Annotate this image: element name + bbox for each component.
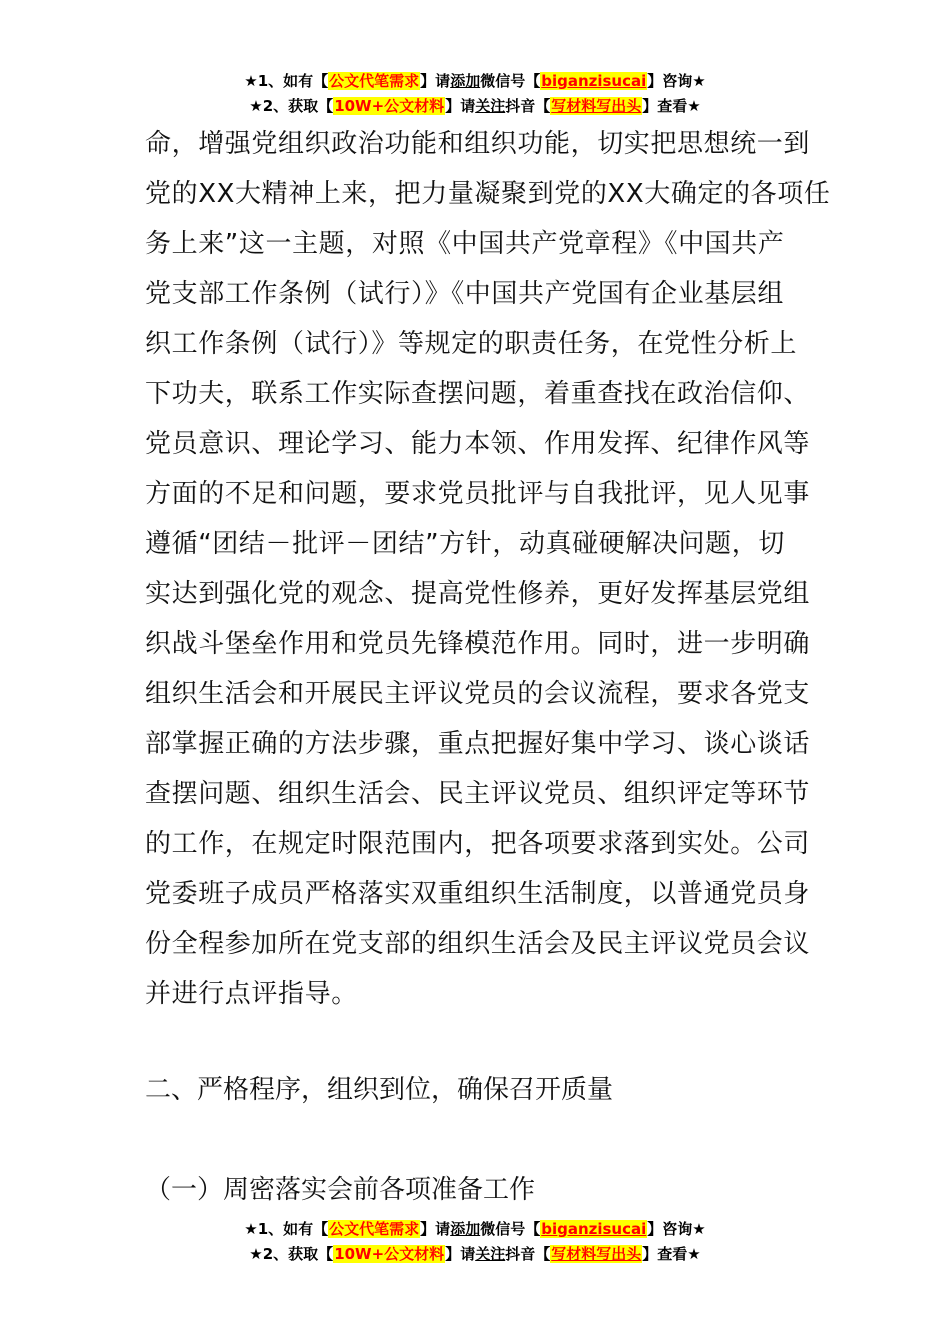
footer-banner: [0, 1217, 950, 1267]
banner-text: 微信号【: [480, 72, 541, 90]
text-line: 下功夫，联系工作实际查摆问题，着重查找在政治信仰、: [145, 379, 811, 409]
banner-line-1: [0, 1217, 950, 1242]
text-line: 织工作条例（试行）》等规定的职责任务，在党性分析上: [145, 329, 798, 359]
banner-underlined: 添加: [450, 72, 481, 90]
banner-highlight: 公文代笔需求: [329, 1220, 420, 1238]
banner-highlight: 公文代笔需求: [329, 72, 420, 90]
banner-underlined: 添加: [450, 1220, 481, 1238]
banner-text: 抖音【: [505, 97, 551, 115]
text-line: 党委班子成员严格落实双重组织生活制度，以普通党员身: [145, 879, 811, 909]
banner-text: 抖音【: [505, 1245, 551, 1263]
banner-text: 】请: [445, 97, 476, 115]
text-line: 组织生活会和开展民主评议党员的会议流程，要求各党支: [145, 679, 811, 709]
banner-text: ★2、获取【: [249, 97, 334, 115]
text-line: 遵循“团结－批评－团结”方针，动真碰硬解决问题，切: [145, 529, 785, 559]
banner-text: ★1、如有【: [244, 72, 329, 90]
text-line: 方面的不足和问题，要求党员批评与自我批评，见人见事: [145, 479, 811, 509]
text-line: 部掌握正确的方法步骤，重点把握好集中学习、谈心谈话: [145, 729, 811, 759]
banner-text: 微信号【: [480, 1220, 541, 1238]
banner-text: 】查看★: [642, 1245, 701, 1263]
banner-text: ★1、如有【: [244, 1220, 329, 1238]
text-line: 查摆问题、组织生活会、民主评议党员、组织评定等环节: [145, 779, 811, 809]
text-line: 并进行点评指导。: [145, 979, 358, 1009]
banner-text: ★2、获取【: [249, 1245, 334, 1263]
banner-highlight: 写材料写出头: [551, 97, 642, 115]
text-line: 织战斗堡垒作用和党员先锋模范作用。同时，进一步明确: [145, 629, 811, 659]
text-line: 党员意识、理论学习、能力本领、作用发挥、纪律作风等: [145, 429, 811, 459]
banner-text: 】请: [445, 1245, 476, 1263]
banner-highlight: 10W+公文材料: [334, 1245, 445, 1263]
body-paragraph: [145, 119, 831, 1019]
banner-line-1: [0, 69, 950, 94]
banner-underlined: 关注: [475, 1245, 506, 1263]
text-line: 党支部工作条例（试行）》《中国共产党国有企业基层组: [145, 279, 785, 309]
banner-highlight: 写材料写出头: [551, 1245, 642, 1263]
banner-wechat-id: biganzisucai: [541, 1220, 647, 1238]
banner-text: 】咨询★: [647, 1220, 706, 1238]
banner-underlined: 关注: [475, 97, 506, 115]
banner-text: 】咨询★: [647, 72, 706, 90]
banner-wechat-id: biganzisucai: [541, 72, 647, 90]
subsection-heading: （一）周密落实会前各项准备工作: [145, 1175, 536, 1205]
banner-text: 】请: [420, 72, 451, 90]
banner-highlight: 10W+公文材料: [334, 97, 445, 115]
text-line: 份全程参加所在党支部的组织生活会及民主评议党员会议: [145, 929, 811, 959]
banner-line-2: [0, 1242, 950, 1267]
header-banner: [0, 69, 950, 119]
text-line: 实达到强化党的观念、提高党性修养，更好发挥基层党组: [145, 579, 811, 609]
section-heading: 二、严格程序，组织到位，确保召开质量: [145, 1075, 614, 1105]
text-line: 命，增强党组织政治功能和组织功能，切实把思想统一到: [145, 129, 811, 159]
banner-line-2: [0, 94, 950, 119]
banner-text: 】请: [420, 1220, 451, 1238]
text-line: 的工作，在规定时限范围内，把各项要求落到实处。公司: [145, 829, 811, 859]
banner-text: 】查看★: [642, 97, 701, 115]
text-line: 党的XX大精神上来，把力量凝聚到党的XX大确定的各项任: [145, 179, 831, 209]
text-line: 务上来”这一主题，对照《中国共产党章程》《中国共产: [145, 229, 785, 259]
